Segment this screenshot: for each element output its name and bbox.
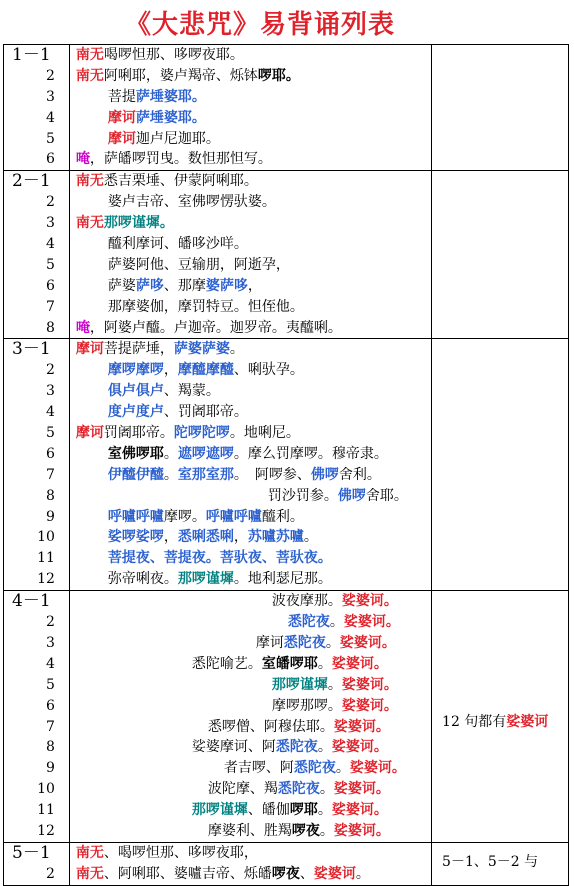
mantra-segment: 喝啰怛那、哆啰夜耶。 — [103, 47, 244, 63]
mantra-segment: 唵 — [75, 319, 90, 336]
mantra-line — [70, 318, 431, 339]
mantra-segment: ，阿婆卢醯。卢迦帝。迦罗帝。夷醯唎。 — [89, 319, 342, 336]
mantra-line — [70, 234, 431, 255]
mantra-segment: 啰耶。 — [257, 67, 300, 84]
mantra-segment: 摩诃 — [75, 425, 104, 442]
mantra-line — [70, 569, 431, 590]
line-number: 8 — [46, 487, 55, 504]
mantra-line — [70, 45, 431, 66]
mantra-line — [70, 149, 431, 170]
mantra-segment: 摩诃 — [107, 109, 136, 126]
line-number-cell — [4, 171, 70, 339]
mantra-segment: 菩提夜、菩提夜。菩驮夜、菩驮夜。 — [107, 550, 332, 567]
mantra-segment: 佛啰 — [310, 466, 339, 483]
mantra-line — [70, 381, 431, 402]
mantra-line — [70, 129, 431, 150]
mantra-segment: 婆卢吉帝、室佛啰愣驮婆。 — [107, 194, 276, 211]
mantra-segment: 摩诃 — [255, 634, 284, 651]
mantra-segment: 悉陀夜 — [287, 614, 330, 631]
mantra-segment: 者吉啰、阿 — [223, 760, 294, 777]
mantra-segment: 。 — [317, 802, 332, 819]
mantra-line — [70, 423, 431, 444]
mantra-line — [70, 66, 431, 87]
mantra-segment: 南无 — [75, 865, 104, 882]
mantra-segment: 娑婆诃。 — [333, 718, 390, 735]
line-number: 12 — [37, 571, 55, 588]
mantra-segment: 啰夜 — [291, 822, 320, 839]
line-number: 5－1 — [12, 842, 51, 863]
mantra-segment: 娑婆诃。 — [333, 822, 390, 839]
mantra-segment: 。 — [329, 614, 344, 631]
line-number: 8 — [46, 739, 55, 756]
mantra-segment: 。摩么罚摩啰。穆帝隶。 — [233, 445, 388, 462]
note-cell — [432, 842, 569, 885]
mantra-segment: 那啰谨墀 — [271, 676, 328, 693]
mantra-segment: 摩醯摩醯 — [177, 362, 234, 379]
section-row — [4, 591, 569, 843]
mantra-segment: ， — [163, 529, 178, 546]
mantra-segment: 娑婆诃。 — [331, 655, 388, 672]
note-plain: 5－1、5－2 与 — [442, 853, 539, 870]
mantra-text-cell — [69, 171, 431, 339]
mantra-segment: ， — [247, 277, 262, 294]
mantra-line — [70, 276, 431, 297]
note-cell — [432, 45, 569, 171]
mantra-segment: 陀啰陀啰 — [173, 425, 230, 442]
mantra-segment: 迦卢尼迦耶。 — [135, 130, 220, 147]
line-number: 2 — [46, 362, 55, 379]
mantra-segment: 悉陀夜 — [283, 634, 326, 651]
line-number: 1－1 — [12, 45, 51, 65]
line-number: 5 — [46, 676, 55, 693]
mantra-segment: 悉陀夜 — [275, 739, 318, 756]
mantra-segment: 南无 — [75, 173, 104, 190]
mantra-line — [70, 297, 431, 318]
mantra-segment: 摩啰。 — [163, 508, 206, 525]
mantra-segment: 娑婆诃。 — [331, 802, 388, 819]
line-number-cell — [4, 842, 70, 885]
line-number: 3 — [46, 634, 55, 651]
line-number: 3 — [46, 88, 55, 105]
mantra-segment: 。 — [163, 466, 178, 483]
mantra-segment: 。地利瑟尼那。 — [233, 571, 332, 588]
mantra-line — [70, 612, 431, 633]
line-number: 6 — [46, 277, 55, 294]
mantra-segment: 娑婆诃。 — [341, 676, 398, 693]
mantra-line — [70, 465, 431, 486]
section-row — [4, 339, 569, 591]
line-number: 10 — [37, 781, 55, 798]
mantra-segment: 娑婆摩诃、阿 — [191, 739, 276, 756]
mantra-segment: 。 — [303, 529, 318, 546]
mantra-segment: 娑婆诃。 — [331, 739, 388, 756]
mantra-segment: 、那摩 — [163, 277, 206, 294]
section-row — [4, 171, 569, 339]
mantra-segment: 娑婆诃。 — [339, 634, 396, 651]
mantra-line — [70, 633, 431, 654]
mantra-line — [70, 548, 431, 569]
mantra-segment: 萨婆萨婆 — [173, 341, 230, 358]
mantra-line — [70, 213, 431, 234]
mantra-segment: 波夜摩那。 — [271, 593, 342, 610]
line-number: 6 — [46, 151, 55, 168]
mantra-segment: 萨埵婆耶。 — [135, 88, 206, 105]
mantra-segment: 摩诃 — [75, 341, 104, 358]
mantra-text-cell — [69, 842, 431, 885]
mantra-line — [70, 737, 431, 758]
note-cell — [432, 171, 569, 339]
mantra-segment: 波陀摩、羯 — [207, 781, 278, 798]
mantra-segment: 唵 — [75, 151, 90, 168]
line-number: 5 — [46, 256, 55, 273]
mantra-segment: 、喝啰怛那、哆啰夜耶， — [103, 844, 258, 861]
mantra-segment: 阿唎耶，婆卢羯帝、烁钵 — [103, 67, 258, 84]
mantra-segment: 呼嚧呼嚧 — [205, 508, 262, 525]
mantra-line — [70, 800, 431, 821]
line-number: 7 — [46, 298, 55, 315]
mantra-segment: 娑婆诃。 — [341, 697, 398, 714]
line-number-cell — [4, 591, 70, 843]
mantra-line — [70, 171, 431, 192]
mantra-line — [70, 843, 431, 864]
mantra-table — [3, 44, 569, 886]
note-cell — [432, 591, 569, 843]
mantra-line — [70, 821, 431, 842]
mantra-segment: 娑婆诃 — [313, 865, 356, 882]
mantra-segment: 舍利。 — [338, 466, 381, 483]
mantra-segment: 。 — [319, 781, 334, 798]
note-cell — [432, 339, 569, 591]
mantra-segment: 啰耶 — [289, 802, 318, 819]
mantra-segment: 。 — [317, 655, 332, 672]
mantra-segment: 。 — [319, 822, 334, 839]
mantra-segment: 南无 — [75, 67, 104, 84]
line-number: 10 — [37, 529, 55, 546]
mantra-segment: 娑婆诃。 — [341, 593, 398, 610]
mantra-segment: 室皤啰耶 — [261, 655, 318, 672]
mantra-text-cell — [69, 45, 431, 171]
mantra-line — [70, 864, 431, 885]
mantra-segment: 伊醯伊醯 — [107, 466, 164, 483]
mantra-segment: 摩婆利、胜羯 — [207, 822, 292, 839]
mantra-segment: 遮啰遮啰 — [177, 445, 234, 462]
mantra-line — [70, 339, 431, 360]
note-text — [432, 851, 568, 871]
line-number: 5 — [46, 130, 55, 147]
mantra-segment: 悉陀夜 — [293, 760, 336, 777]
mantra-segment: 、罚阇耶帝。 — [163, 404, 248, 421]
mantra-segment: 、皤伽 — [247, 802, 290, 819]
mantra-line — [70, 255, 431, 276]
mantra-segment: 南无 — [75, 47, 104, 63]
note-text — [432, 711, 568, 731]
mantra-segment: 。 — [163, 445, 178, 462]
line-number: 3 — [46, 215, 55, 232]
mantra-segment: 萨埵婆耶。 — [135, 109, 206, 126]
mantra-segment: 摩诃 — [107, 130, 136, 147]
mantra-segment: 萨哆 — [135, 277, 164, 294]
line-number: 2 — [46, 67, 55, 84]
mantra-segment: 那啰谨墀 — [177, 571, 234, 588]
line-number-cell — [4, 339, 70, 591]
mantra-segment: 。 — [355, 865, 370, 882]
mantra-segment: 度卢度卢 — [107, 404, 164, 421]
mantra-segment: 、阿唎耶、婆嚧吉帝、烁皤 — [103, 865, 272, 882]
section-row — [4, 842, 569, 885]
mantra-segment: 悉陀喻艺。 — [191, 655, 262, 672]
mantra-line — [70, 402, 431, 423]
mantra-line — [70, 360, 431, 381]
mantra-segment: 悉啰僧、阿穆佉耶。 — [207, 718, 334, 735]
line-number: 11 — [37, 802, 55, 819]
line-number: 3－1 — [12, 339, 51, 360]
mantra-segment: 。 — [327, 676, 342, 693]
mantra-segment: 醯利摩诃、皤哆沙咩。 — [107, 236, 248, 253]
mantra-line — [70, 87, 431, 108]
mantra-text-cell — [69, 591, 431, 843]
section-row — [4, 45, 569, 171]
mantra-segment: 南无 — [75, 844, 104, 861]
line-number: 6 — [46, 697, 55, 714]
line-number: 4 — [46, 655, 55, 672]
mantra-line — [70, 758, 431, 779]
mantra-segment: 悉唎悉唎 — [177, 529, 234, 546]
note-highlight: 娑婆诃 — [506, 714, 549, 731]
mantra-segment: 啰夜 — [271, 865, 300, 882]
line-number: 6 — [46, 445, 55, 462]
mantra-segment: 那摩婆伽，摩罚特豆。怛侄他。 — [107, 298, 304, 315]
mantra-segment: 婆萨哆 — [205, 277, 248, 294]
mantra-segment: 室那室那 — [177, 466, 234, 483]
mantra-segment: 。 阿啰参、 — [233, 466, 311, 483]
line-number-cell — [4, 45, 70, 171]
mantra-segment: 、唎驮孕。 — [233, 362, 304, 379]
mantra-segment: 弥帝唎夜。 — [107, 571, 178, 588]
mantra-segment: 菩提 — [107, 88, 136, 105]
mantra-segment: 那啰谨墀 — [191, 802, 248, 819]
mantra-line — [70, 444, 431, 465]
mantra-segment: 俱卢俱卢 — [107, 383, 164, 400]
mantra-text-cell — [69, 339, 431, 591]
mantra-line — [70, 486, 431, 507]
mantra-line — [70, 675, 431, 696]
line-number: 9 — [46, 508, 55, 525]
mantra-segment: 娑啰娑啰 — [107, 529, 164, 546]
mantra-segment: 萨婆阿他、豆输朋，阿逝孕， — [107, 256, 290, 273]
line-number: 2 — [46, 614, 55, 631]
mantra-segment: 罚阇耶帝。 — [103, 425, 174, 442]
mantra-segment: 悉吉栗埵、伊蒙阿唎耶。 — [103, 173, 258, 190]
mantra-segment: ， — [163, 362, 178, 379]
mantra-segment: 室佛啰耶 — [107, 445, 164, 462]
mantra-segment: 。 — [335, 760, 350, 777]
mantra-segment: 。地唎尼。 — [229, 425, 300, 442]
mantra-segment: 摩啰摩啰 — [107, 362, 164, 379]
line-number: 2 — [46, 194, 55, 211]
mantra-line — [70, 527, 431, 548]
mantra-segment: 呼嚧呼嚧 — [107, 508, 164, 525]
line-number: 4 — [46, 109, 55, 126]
line-number: 2 — [46, 865, 55, 882]
mantra-line — [70, 696, 431, 717]
line-number: 11 — [37, 550, 55, 567]
mantra-segment: 萨婆 — [107, 277, 136, 294]
mantra-segment: 佛啰 — [337, 487, 366, 504]
mantra-line — [70, 108, 431, 129]
mantra-line — [70, 591, 431, 612]
mantra-segment: 悉陀夜 — [277, 781, 320, 798]
line-number: 2－1 — [12, 171, 51, 192]
mantra-segment: 。 — [229, 341, 244, 358]
line-number: 4 — [46, 236, 55, 253]
line-number: 12 — [37, 822, 55, 839]
line-number: 4 — [46, 404, 55, 421]
line-number: 7 — [46, 466, 55, 483]
mantra-segment: 舍耶。 — [365, 487, 408, 504]
mantra-segment: ， — [233, 529, 248, 546]
mantra-segment: 、羯蒙。 — [163, 383, 220, 400]
note-plain: 12 句都有 — [442, 714, 507, 731]
line-number: 7 — [46, 718, 55, 735]
line-number: 8 — [46, 319, 55, 336]
mantra-segment: 。 — [325, 634, 340, 651]
mantra-segment: 娑婆诃。 — [333, 781, 390, 798]
page-title: 《大悲咒》易背诵列表 — [124, 10, 395, 40]
mantra-segment: 菩提萨埵， — [103, 341, 174, 358]
mantra-segment: 醯利。 — [261, 508, 304, 525]
line-number: 4－1 — [12, 591, 51, 612]
mantra-segment: ，萨皤啰罚曳。数怛那怛写。 — [89, 151, 272, 168]
mantra-segment: 娑婆诃。 — [349, 760, 406, 777]
line-number: 9 — [46, 760, 55, 777]
mantra-segment: 、 — [299, 865, 314, 882]
line-number: 5 — [46, 425, 55, 442]
mantra-segment: 苏嚧苏嚧 — [247, 529, 304, 546]
line-number: 3 — [46, 383, 55, 400]
mantra-line — [70, 192, 431, 213]
mantra-segment: 。 — [317, 739, 332, 756]
mantra-segment: 罚沙罚参。 — [267, 487, 338, 504]
mantra-segment: 娑婆诃。 — [343, 614, 400, 631]
mantra-line — [70, 654, 431, 675]
mantra-segment: 南无 — [75, 215, 104, 232]
mantra-line — [70, 717, 431, 738]
mantra-line — [70, 779, 431, 800]
mantra-segment: 摩啰那啰。 — [271, 697, 342, 714]
mantra-line — [70, 507, 431, 528]
mantra-segment: 那啰谨墀。 — [103, 215, 174, 232]
